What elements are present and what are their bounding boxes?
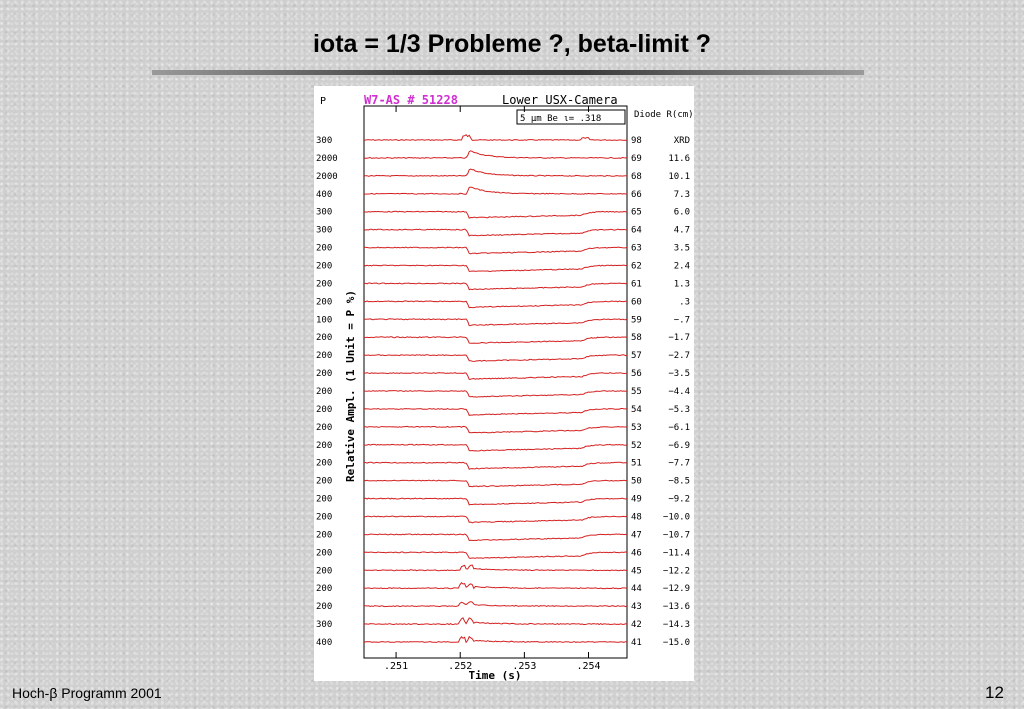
radius-label: −6.1: [668, 422, 690, 433]
figure-panel: [314, 86, 694, 681]
channel-trace: [364, 516, 627, 523]
channel-trace: [364, 169, 627, 176]
channel-trace: [364, 283, 627, 290]
channel-trace: [364, 480, 627, 487]
p-value-label: 200: [316, 333, 333, 344]
channel-trace: [364, 319, 627, 326]
channel-trace: [364, 337, 627, 344]
radius-label: −1.7: [668, 333, 690, 344]
p-value-label: 200: [316, 512, 333, 523]
radius-label: 2.4: [673, 261, 690, 272]
radius-label: 4.7: [673, 225, 690, 236]
radius-label: XRD: [673, 136, 690, 146]
radius-label: −3.5: [668, 369, 690, 380]
p-value-label: 100: [316, 315, 333, 326]
radius-label: −8.5: [668, 476, 690, 487]
radius-label: −5.3: [668, 404, 690, 415]
channel-trace: [364, 151, 627, 159]
experiment-label: W7-AS # 51228: [364, 93, 458, 107]
p-column-header: P: [320, 96, 327, 107]
diode-number-label: 65: [631, 207, 642, 218]
radius-label: −12.9: [662, 584, 690, 595]
radius-label: −10.7: [662, 530, 690, 541]
diode-number-label: 59: [631, 315, 642, 326]
diode-number-label: 51: [631, 458, 642, 469]
channel-trace: [364, 426, 627, 432]
p-value-label: 200: [316, 279, 333, 290]
radius-label: −4.4: [668, 387, 690, 397]
channel-trace: [364, 211, 627, 218]
diode-number-label: 41: [631, 638, 642, 648]
p-value-label: 300: [316, 620, 333, 631]
diode-number-label: 42: [631, 620, 642, 631]
p-value-label: 200: [316, 387, 333, 397]
p-value-label: 2000: [316, 171, 338, 182]
channel-trace: [364, 618, 627, 625]
diode-number-label: 49: [631, 494, 642, 505]
p-value-label: 200: [316, 566, 333, 577]
radius-label: −.7: [673, 315, 690, 326]
filter-note: 5 μm Be ι= .318: [520, 114, 602, 124]
p-value-label: 300: [316, 136, 333, 146]
diode-number-label: 43: [631, 602, 642, 613]
radius-label: −2.7: [668, 351, 690, 362]
p-value-label: 400: [316, 638, 333, 648]
radius-label: −11.4: [662, 548, 690, 559]
usx-camera-chart: [314, 86, 694, 681]
channel-trace: [364, 444, 627, 451]
x-ticks: [384, 106, 601, 672]
channel-trace: [364, 265, 627, 271]
p-value-label: 400: [316, 189, 333, 200]
p-value-label: 300: [316, 225, 333, 236]
channel-trace: [364, 534, 627, 541]
p-value-label: 200: [316, 369, 333, 380]
page-number: 12: [985, 683, 1004, 702]
diode-number-label: 63: [631, 243, 642, 254]
radius-label: −6.9: [668, 440, 690, 451]
p-value-label: 200: [316, 458, 333, 469]
radius-label: 7.3: [673, 189, 690, 200]
channel-trace: [364, 391, 627, 398]
radius-label: −15.0: [662, 638, 690, 648]
camera-label: Lower USX-Camera: [502, 93, 618, 107]
diode-number-label: 64: [631, 225, 642, 236]
x-tick-label: .251: [384, 661, 409, 672]
title-rule: [152, 70, 864, 75]
channel-trace: [364, 247, 627, 254]
channel-rows: [316, 135, 690, 648]
p-value-label: 200: [316, 440, 333, 451]
slide-title: iota = 1/3 Probleme ?, beta-limit ?: [312, 30, 711, 58]
channel-trace: [364, 301, 627, 308]
diode-number-label: 50: [631, 476, 642, 487]
x-axis-label: Time (s): [468, 669, 522, 681]
diode-number-label: 57: [631, 351, 642, 362]
radius-label: 1.3: [673, 279, 690, 290]
diode-number-label: 98: [631, 136, 642, 146]
diode-number-label: 54: [631, 404, 642, 415]
p-value-label: 200: [316, 404, 333, 415]
p-value-label: 200: [316, 297, 333, 308]
diode-number-label: 62: [631, 261, 642, 272]
channel-trace: [364, 498, 627, 505]
channel-trace: [364, 637, 627, 643]
radius-label: −10.0: [662, 512, 690, 523]
diode-header: Diode R(cm): [634, 110, 694, 120]
radius-label: 11.6: [668, 153, 690, 164]
diode-number-label: 46: [631, 548, 642, 559]
radius-label: 10.1: [668, 171, 690, 182]
channel-trace: [364, 135, 627, 141]
diode-number-label: 55: [631, 387, 642, 397]
p-value-label: 200: [316, 351, 333, 362]
p-value-label: 200: [316, 476, 333, 487]
channel-trace: [364, 462, 627, 469]
radius-label: 6.0: [673, 207, 690, 218]
diode-number-label: 44: [631, 584, 642, 595]
diode-number-label: 52: [631, 440, 642, 451]
diode-number-label: 56: [631, 369, 642, 380]
p-value-label: 200: [316, 548, 333, 559]
channel-trace: [364, 187, 627, 194]
diode-number-label: 60: [631, 297, 642, 308]
channel-trace: [364, 409, 627, 416]
p-value-label: 300: [316, 207, 333, 218]
radius-label: −13.6: [662, 602, 690, 613]
channel-trace: [364, 565, 627, 571]
radius-label: .3: [679, 297, 690, 308]
diode-number-label: 58: [631, 333, 642, 344]
x-tick-label: .253: [512, 661, 537, 672]
plot-frame: [364, 106, 627, 658]
p-value-label: 2000: [316, 153, 338, 164]
channel-trace: [364, 229, 627, 236]
p-value-label: 200: [316, 494, 333, 505]
radius-label: −7.7: [668, 458, 690, 469]
p-value-label: 200: [316, 243, 333, 254]
channel-trace: [364, 355, 627, 362]
x-tick-label: .254: [576, 661, 601, 672]
channel-trace: [364, 583, 627, 589]
x-tick-label: .252: [448, 661, 473, 672]
channel-trace: [364, 552, 627, 559]
diode-number-label: 68: [631, 171, 642, 182]
p-value-label: 200: [316, 530, 333, 541]
channel-trace: [364, 602, 627, 607]
diode-number-label: 53: [631, 422, 642, 433]
p-value-label: 200: [316, 602, 333, 613]
diode-number-label: 45: [631, 566, 642, 577]
diode-number-label: 61: [631, 279, 642, 290]
radius-label: 3.5: [673, 243, 690, 254]
diode-number-label: 47: [631, 530, 642, 541]
footer-program: Hoch-β Programm 2001: [12, 685, 162, 701]
radius-label: −9.2: [668, 494, 690, 505]
diode-number-label: 66: [631, 189, 642, 200]
p-value-label: 200: [316, 261, 333, 272]
p-value-label: 200: [316, 422, 333, 433]
radius-label: −12.2: [662, 566, 690, 577]
diode-number-label: 69: [631, 153, 642, 164]
radius-label: −14.3: [662, 620, 690, 631]
p-value-label: 200: [316, 584, 333, 595]
diode-number-label: 48: [631, 512, 642, 523]
channel-trace: [364, 373, 627, 380]
y-axis-label: Relative Ampl. (1 Unit = P %): [344, 289, 357, 483]
